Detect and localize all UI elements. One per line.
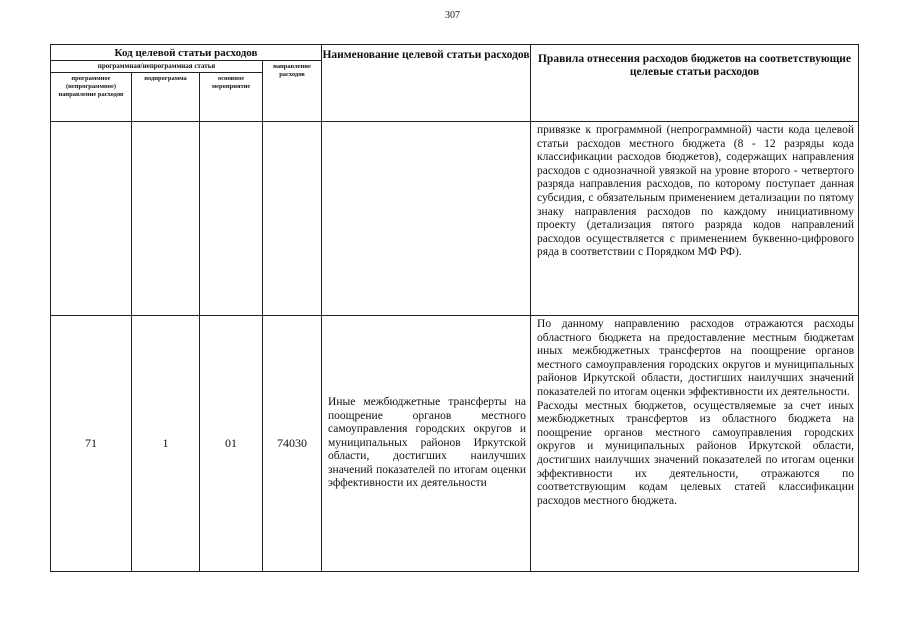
cell-program [51,122,132,316]
cell-rules [531,122,859,316]
cell-direction: 74030 [263,316,322,572]
header-program: программное (непрограммное) направление расходов [51,73,132,122]
header-program-group: программная/непрограммная статья [51,61,263,73]
rules-paragraph: По данному направлению расходов отражаются расходы областного бюджета на предоставление местным бюджетам иных межбюджетных трансфертов на поощрение органов местного самоуправления городских округов и муниципальных районов Иркутской области, достигших наилучших значений показателей по итогам оценки эффективности их деятельности. [537,318,855,398]
header-main-event: основное мероприятие [200,73,263,122]
cell-subprogram [132,122,200,316]
rules-paragraph: привязке к программной (непрограммной) части кода целевой статьи расходов местного бюджета (8 - 12 разряды кода классификации расходов бюджетов), содержащих направления расходов с однозначной увязкой на уровне второго - четвертого разряда направления расходов, по которому поступает данная субсидия, с обязательным применением детализации по пятому знаку направления расходов по каждому инициативному проекту (детализация пятого разряда кодов направлений расходов осуществляется с применением буквенно-цифрового ряда в соответствии с Порядком МФ РФ). [537,124,855,259]
header-direction: направление расходов [263,61,322,122]
cell-program: 71 [51,316,132,572]
page-number: 307 [445,10,460,21]
cell-name: Иные межбюджетные трансферты на поощрение органов местного самоуправления городских округов и муниципальных районов Иркутской области, достигших наилучших значений показателей по итогам оценки эффективности их деятельности [322,316,531,572]
budget-classification-table [50,44,859,572]
cell-name [322,122,531,316]
cell-direction [263,122,322,316]
header-name-column: Наименование целевой статьи расходов [322,45,531,122]
table-row [51,316,859,572]
cell-subprogram: 1 [132,316,200,572]
cell-rules [531,316,859,572]
table-row [51,122,859,316]
header-subprogram: подпрограмма [132,73,200,122]
rules-paragraph: Расходы местных бюджетов, осуществляемые за счет иных межбюджетных трансфертов из областного бюджета на поощрение органов местного самоуправления городских округов и муниципальных районов Иркутской области, достигших наилучших значений показателей по итогам оценки эффективности их деятельности, отражаются по соответствующим кодам целевых статей классификации расходов местного бюджета. [537,399,855,507]
cell-main-event [200,122,263,316]
header-code-group: Код целевой статьи расходов [51,45,322,61]
header-rules-column: Правила отнесения расходов бюджетов на соответствующие целевые статьи расходов [531,45,859,122]
cell-main-event: 01 [200,316,263,572]
